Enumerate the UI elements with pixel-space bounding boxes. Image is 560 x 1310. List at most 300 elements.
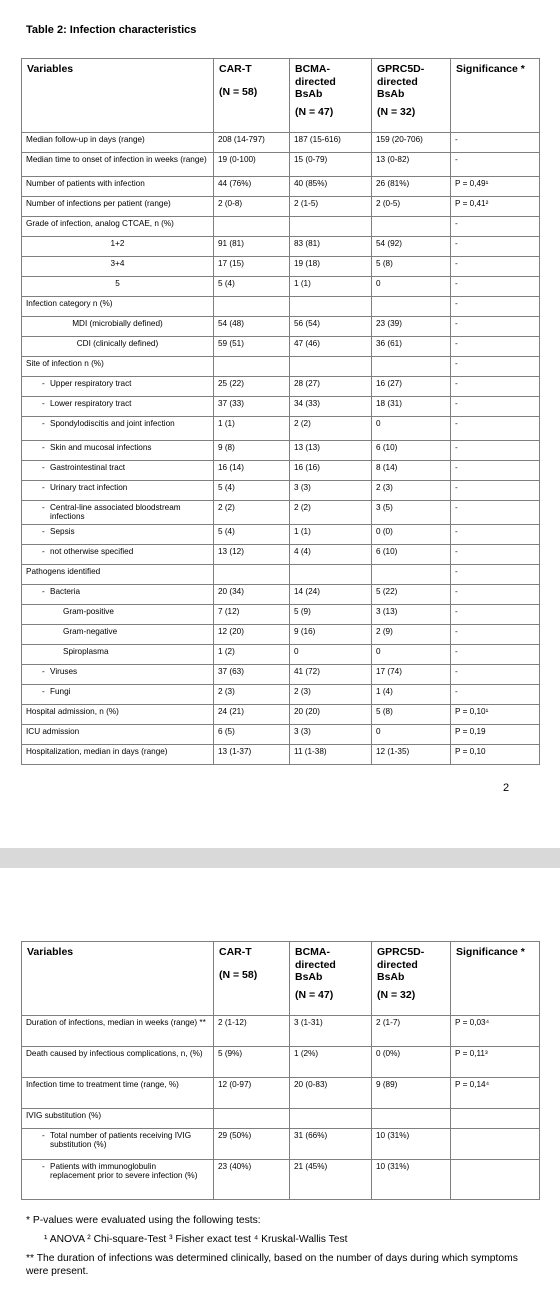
header-bcma-n: (N = 47): [295, 988, 334, 1001]
value-cell: [214, 217, 290, 237]
header-cart-name: CAR-T: [219, 946, 252, 958]
header-gprc: [372, 59, 451, 133]
significance-cell: -: [451, 441, 540, 461]
significance-cell: -: [451, 237, 540, 257]
significance-cell: P = 0,10: [451, 745, 540, 765]
page-separator: [0, 848, 560, 868]
bullet-dash: -: [42, 379, 45, 388]
significance-cell: -: [451, 257, 540, 277]
value-cell: 2 (1-5): [290, 197, 372, 217]
table-row: [22, 317, 540, 337]
row-label-text: Median follow-up in days (range): [26, 135, 145, 144]
row-label-text: 3+4: [110, 259, 125, 268]
table-row: [22, 417, 540, 441]
table-row: [22, 481, 540, 501]
value-cell: 159 (20-706): [372, 133, 451, 153]
value-cell: 17 (74): [372, 665, 451, 685]
value-cell: 2 (2): [290, 501, 372, 525]
value-cell: 19 (0-100): [214, 153, 290, 177]
table-row: [22, 377, 540, 397]
row-label: [22, 1160, 214, 1200]
header-gprc-n: (N = 32): [377, 105, 416, 118]
significance-cell: -: [451, 377, 540, 397]
significance-cell: -: [451, 525, 540, 545]
significance-cell: -: [451, 417, 540, 441]
significance-cell: P = 0,19: [451, 725, 540, 745]
row-label: [22, 133, 214, 153]
header-cart: [214, 942, 290, 1016]
significance-cell: [451, 1160, 540, 1200]
bullet-dash: -: [42, 503, 45, 512]
row-label-text: Hospitalization, median in days (range): [26, 747, 168, 756]
value-cell: [372, 297, 451, 317]
value-cell: 2 (9): [372, 625, 451, 645]
value-cell: 2 (2): [290, 417, 372, 441]
value-cell: [372, 217, 451, 237]
value-cell: 17 (15): [214, 257, 290, 277]
row-label-text: Central-line associated bloodstream infections: [50, 503, 181, 522]
row-label: [22, 317, 214, 337]
significance-cell: P = 0,49¹: [451, 177, 540, 197]
value-cell: 208 (14-797): [214, 133, 290, 153]
table-row: [22, 177, 540, 197]
value-cell: 5 (8): [372, 705, 451, 725]
row-label-text: Number of patients with infection: [26, 179, 145, 188]
row-label: [22, 685, 214, 705]
table-row: [22, 501, 540, 525]
bullet-dash: -: [42, 463, 45, 472]
value-cell: 0 (0%): [372, 1047, 451, 1078]
table-row: [22, 1109, 540, 1129]
row-label: [22, 177, 214, 197]
header-cart-name: CAR-T: [219, 63, 252, 75]
header-bcma: [290, 942, 372, 1016]
value-cell: 2 (3): [372, 481, 451, 501]
row-label: [22, 725, 214, 745]
significance-cell: -: [451, 397, 540, 417]
value-cell: 12 (0-97): [214, 1078, 290, 1109]
table-row: [22, 297, 540, 317]
header-bcma-name: BCMA-directed BsAb: [295, 63, 336, 101]
row-label: [22, 337, 214, 357]
row-label-text: Pathogens identified: [26, 567, 101, 576]
row-label-text: Viruses: [50, 667, 78, 676]
table-row: [22, 705, 540, 725]
row-label-text: Hospital admission, n (%): [26, 707, 119, 716]
value-cell: 3 (3): [290, 725, 372, 745]
row-label: [22, 197, 214, 217]
value-cell: 44 (76%): [214, 177, 290, 197]
value-cell: 83 (81): [290, 237, 372, 257]
value-cell: 3 (13): [372, 605, 451, 625]
significance-cell: -: [451, 317, 540, 337]
significance-cell: -: [451, 585, 540, 605]
significance-cell: -: [451, 501, 540, 525]
value-cell: 28 (27): [290, 377, 372, 397]
table-header-row: [22, 942, 540, 1016]
value-cell: [214, 357, 290, 377]
value-cell: 9 (16): [290, 625, 372, 645]
value-cell: 3 (1-31): [290, 1016, 372, 1047]
row-label-text: Urinary tract infection: [50, 483, 128, 492]
value-cell: 11 (1-38): [290, 745, 372, 765]
row-label-text: Death caused by infectious complications, n, (%): [26, 1049, 203, 1058]
row-label-text: Infection category n (%): [26, 299, 113, 308]
value-cell: 12 (1-35): [372, 745, 451, 765]
value-cell: 13 (0-82): [372, 153, 451, 177]
value-cell: 6 (5): [214, 725, 290, 745]
significance-cell: -: [451, 625, 540, 645]
value-cell: 0: [372, 725, 451, 745]
row-label-text: Spiroplasma: [63, 647, 109, 656]
significance-cell: -: [451, 153, 540, 177]
value-cell: [214, 297, 290, 317]
row-label-text: Lower respiratory tract: [50, 399, 132, 408]
table-row: [22, 337, 540, 357]
table-row: [22, 1016, 540, 1047]
row-label-text: CDI (clinically defined): [76, 339, 159, 348]
header-variables: Variables: [22, 942, 214, 1016]
row-label: [22, 277, 214, 297]
value-cell: 26 (81%): [372, 177, 451, 197]
value-cell: 0: [372, 417, 451, 441]
table-row: [22, 257, 540, 277]
value-cell: 6 (10): [372, 441, 451, 461]
row-label: [22, 237, 214, 257]
value-cell: 4 (4): [290, 545, 372, 565]
significance-cell: [451, 1129, 540, 1160]
header-significance: Significance *: [451, 942, 540, 1016]
significance-cell: -: [451, 217, 540, 237]
table-row: [22, 397, 540, 417]
row-label: [22, 625, 214, 645]
value-cell: 10 (31%): [372, 1160, 451, 1200]
value-cell: 13 (1-37): [214, 745, 290, 765]
table-row: [22, 565, 540, 585]
table-row: [22, 1047, 540, 1078]
row-label-text: ICU admission: [26, 727, 80, 736]
value-cell: 1 (2%): [290, 1047, 372, 1078]
significance-cell: -: [451, 565, 540, 585]
value-cell: 2 (0-8): [214, 197, 290, 217]
row-label: [22, 605, 214, 625]
row-label: [22, 481, 214, 501]
table-body: [22, 133, 540, 765]
value-cell: 5 (9): [290, 605, 372, 625]
value-cell: 18 (31): [372, 397, 451, 417]
row-label-text: Grade of infection, analog CTCAE, n (%): [26, 219, 174, 228]
row-label: [22, 257, 214, 277]
value-cell: [372, 565, 451, 585]
value-cell: 56 (54): [290, 317, 372, 337]
row-label: [22, 525, 214, 545]
row-label: [22, 665, 214, 685]
table-row: [22, 1078, 540, 1109]
value-cell: 37 (33): [214, 397, 290, 417]
header-gprc-name: GPRC5D-directed BsAb: [377, 946, 425, 984]
value-cell: 0: [372, 645, 451, 665]
table-header-row: [22, 59, 540, 133]
value-cell: [290, 297, 372, 317]
value-cell: [372, 1109, 451, 1129]
row-label-text: Median time to onset of infection in weeks (range): [26, 155, 207, 164]
table-body: [22, 1016, 540, 1200]
table-row: [22, 277, 540, 297]
header-gprc-name: GPRC5D-directed BsAb: [377, 63, 425, 101]
value-cell: 2 (3): [214, 685, 290, 705]
row-label-text: IVIG substitution (%): [26, 1111, 102, 1120]
value-cell: 36 (61): [372, 337, 451, 357]
header-bcma: [290, 59, 372, 133]
value-cell: 5 (9%): [214, 1047, 290, 1078]
row-label-text: Total number of patients receiving IVIG substitution (%): [50, 1131, 192, 1150]
bullet-dash: -: [42, 443, 45, 452]
row-label: [22, 745, 214, 765]
value-cell: 24 (21): [214, 705, 290, 725]
table-row: [22, 197, 540, 217]
header-significance: Significance *: [451, 59, 540, 133]
value-cell: 13 (13): [290, 441, 372, 461]
bullet-dash: -: [42, 1162, 45, 1171]
significance-cell: -: [451, 605, 540, 625]
bullet-dash: -: [42, 483, 45, 492]
row-label: [22, 585, 214, 605]
row-label: [22, 1109, 214, 1129]
row-label-text: Sepsis: [50, 527, 75, 536]
row-label: [22, 217, 214, 237]
bullet-dash: -: [42, 547, 45, 556]
table-row: [22, 605, 540, 625]
table-row: [22, 237, 540, 257]
table-title: Table 2: Infection characteristics: [26, 24, 197, 36]
value-cell: 15 (0-79): [290, 153, 372, 177]
table-row: [22, 217, 540, 237]
row-label-text: Site of infection n (%): [26, 359, 104, 368]
value-cell: 54 (92): [372, 237, 451, 257]
value-cell: 19 (18): [290, 257, 372, 277]
significance-cell: -: [451, 357, 540, 377]
value-cell: 2 (2): [214, 501, 290, 525]
value-cell: 14 (24): [290, 585, 372, 605]
footnote-duration: ** The duration of infections was determined clinically, based on the number of days during which symptoms were present.: [26, 1252, 518, 1277]
table-row: [22, 665, 540, 685]
value-cell: 6 (10): [372, 545, 451, 565]
value-cell: 5 (4): [214, 277, 290, 297]
header-bcma-n: (N = 47): [295, 105, 334, 118]
value-cell: 5 (4): [214, 525, 290, 545]
table-row: [22, 585, 540, 605]
row-label-text: Patients with immunoglobulin replacement prior to severe infection (%): [50, 1162, 198, 1181]
table-row: [22, 133, 540, 153]
value-cell: 187 (15-616): [290, 133, 372, 153]
row-label: [22, 417, 214, 441]
value-cell: 5 (4): [214, 481, 290, 501]
row-label-text: 5: [115, 279, 120, 288]
table-row: [22, 625, 540, 645]
bullet-dash: -: [42, 1131, 45, 1140]
row-label-text: 1+2: [110, 239, 125, 248]
significance-cell: P = 0,10¹: [451, 705, 540, 725]
value-cell: 59 (51): [214, 337, 290, 357]
significance-cell: -: [451, 481, 540, 501]
table-row: [22, 545, 540, 565]
page-number: 2: [503, 782, 510, 794]
table-row: [22, 745, 540, 765]
row-label: [22, 1016, 214, 1047]
value-cell: [290, 217, 372, 237]
bullet-dash: -: [42, 419, 45, 428]
significance-cell: P = 0,11³: [451, 1047, 540, 1078]
value-cell: 91 (81): [214, 237, 290, 257]
significance-cell: -: [451, 133, 540, 153]
table-row: [22, 725, 540, 745]
value-cell: 3 (5): [372, 501, 451, 525]
significance-cell: -: [451, 297, 540, 317]
row-label: [22, 377, 214, 397]
value-cell: [214, 565, 290, 585]
header-cart-n: (N = 58): [219, 968, 258, 981]
value-cell: 23 (40%): [214, 1160, 290, 1200]
row-label: [22, 545, 214, 565]
value-cell: 41 (72): [290, 665, 372, 685]
significance-cell: P = 0,03⁴: [451, 1016, 540, 1047]
row-label-text: MDI (microbially defined): [72, 319, 163, 328]
value-cell: [214, 1109, 290, 1129]
table-row: [22, 645, 540, 665]
row-label: [22, 1047, 214, 1078]
row-label-text: Duration of infections, median in weeks (range) **: [26, 1018, 206, 1027]
header-gprc-n: (N = 32): [377, 988, 416, 1001]
value-cell: 2 (1-12): [214, 1016, 290, 1047]
row-label: [22, 501, 214, 525]
value-cell: 1 (1): [290, 277, 372, 297]
significance-cell: -: [451, 665, 540, 685]
table-row: [22, 525, 540, 545]
value-cell: 2 (1-7): [372, 1016, 451, 1047]
table-row: [22, 153, 540, 177]
value-cell: 1 (1): [214, 417, 290, 441]
row-label-text: Upper respiratory tract: [50, 379, 132, 388]
row-label-text: Infection time to treatment time (range, %): [26, 1080, 179, 1089]
bullet-dash: -: [42, 527, 45, 536]
footnotes: [26, 1215, 536, 1284]
header-bcma-name: BCMA-directed BsAb: [295, 946, 336, 984]
row-label: [22, 441, 214, 461]
value-cell: [290, 357, 372, 377]
value-cell: 34 (33): [290, 397, 372, 417]
row-label: [22, 645, 214, 665]
value-cell: 5 (8): [372, 257, 451, 277]
row-label-text: Spondylodiscitis and joint infection: [50, 419, 175, 428]
value-cell: 20 (34): [214, 585, 290, 605]
value-cell: 37 (63): [214, 665, 290, 685]
significance-cell: -: [451, 277, 540, 297]
value-cell: 0 (0): [372, 525, 451, 545]
value-cell: 29 (50%): [214, 1129, 290, 1160]
value-cell: 20 (20): [290, 705, 372, 725]
value-cell: 12 (20): [214, 625, 290, 645]
row-label-text: Fungi: [50, 687, 71, 696]
row-label: [22, 565, 214, 585]
value-cell: 40 (85%): [290, 177, 372, 197]
value-cell: 1 (1): [290, 525, 372, 545]
footnote-tests: ¹ ANOVA ² Chi-square-Test ³ Fisher exact test ⁴ Kruskal-Wallis Test: [44, 1233, 348, 1245]
bullet-dash: -: [42, 667, 45, 676]
value-cell: 16 (27): [372, 377, 451, 397]
value-cell: 9 (89): [372, 1078, 451, 1109]
value-cell: 20 (0-83): [290, 1078, 372, 1109]
value-cell: 13 (12): [214, 545, 290, 565]
value-cell: 23 (39): [372, 317, 451, 337]
bullet-dash: -: [42, 587, 45, 596]
header-cart: [214, 59, 290, 133]
row-label: [22, 461, 214, 481]
table-row: [22, 357, 540, 377]
infection-table-continued: [21, 941, 540, 1200]
row-label-text: not otherwise specified: [50, 547, 134, 556]
value-cell: [372, 357, 451, 377]
page-2: [0, 868, 560, 1310]
row-label-text: Skin and mucosal infections: [50, 443, 152, 452]
row-label-text: Number of infections per patient (range): [26, 199, 171, 208]
value-cell: 16 (16): [290, 461, 372, 481]
value-cell: 0: [290, 645, 372, 665]
row-label: [22, 397, 214, 417]
value-cell: 2 (0-5): [372, 197, 451, 217]
significance-cell: -: [451, 645, 540, 665]
row-label: [22, 297, 214, 317]
value-cell: 5 (22): [372, 585, 451, 605]
row-label: [22, 357, 214, 377]
row-label: [22, 1129, 214, 1160]
value-cell: 16 (14): [214, 461, 290, 481]
value-cell: 3 (3): [290, 481, 372, 501]
header-gprc: [372, 942, 451, 1016]
value-cell: 9 (8): [214, 441, 290, 461]
row-label-text: Gram-positive: [63, 607, 114, 616]
value-cell: 10 (31%): [372, 1129, 451, 1160]
value-cell: 8 (14): [372, 461, 451, 481]
value-cell: 54 (48): [214, 317, 290, 337]
significance-cell: P = 0,14⁴: [451, 1078, 540, 1109]
value-cell: 1 (4): [372, 685, 451, 705]
value-cell: 0: [372, 277, 451, 297]
row-label-text: Gastrointestinal tract: [50, 463, 126, 472]
row-label-text: Bacteria: [50, 587, 81, 596]
value-cell: [290, 565, 372, 585]
significance-cell: -: [451, 461, 540, 481]
bullet-dash: -: [42, 399, 45, 408]
table-row: [22, 441, 540, 461]
bullet-dash: -: [42, 687, 45, 696]
significance-cell: [451, 1109, 540, 1129]
value-cell: 2 (3): [290, 685, 372, 705]
row-label: [22, 153, 214, 177]
value-cell: 1 (2): [214, 645, 290, 665]
table-row: [22, 461, 540, 481]
significance-cell: P = 0,41²: [451, 197, 540, 217]
footnote-pvalues: * P-values were evaluated using the following tests:: [26, 1215, 261, 1226]
value-cell: 31 (66%): [290, 1129, 372, 1160]
table-row: [22, 685, 540, 705]
header-cart-n: (N = 58): [219, 85, 258, 98]
value-cell: 25 (22): [214, 377, 290, 397]
value-cell: 7 (12): [214, 605, 290, 625]
significance-cell: -: [451, 545, 540, 565]
row-label-text: Gram-negative: [63, 627, 118, 636]
significance-cell: -: [451, 685, 540, 705]
infection-table: [21, 58, 540, 765]
